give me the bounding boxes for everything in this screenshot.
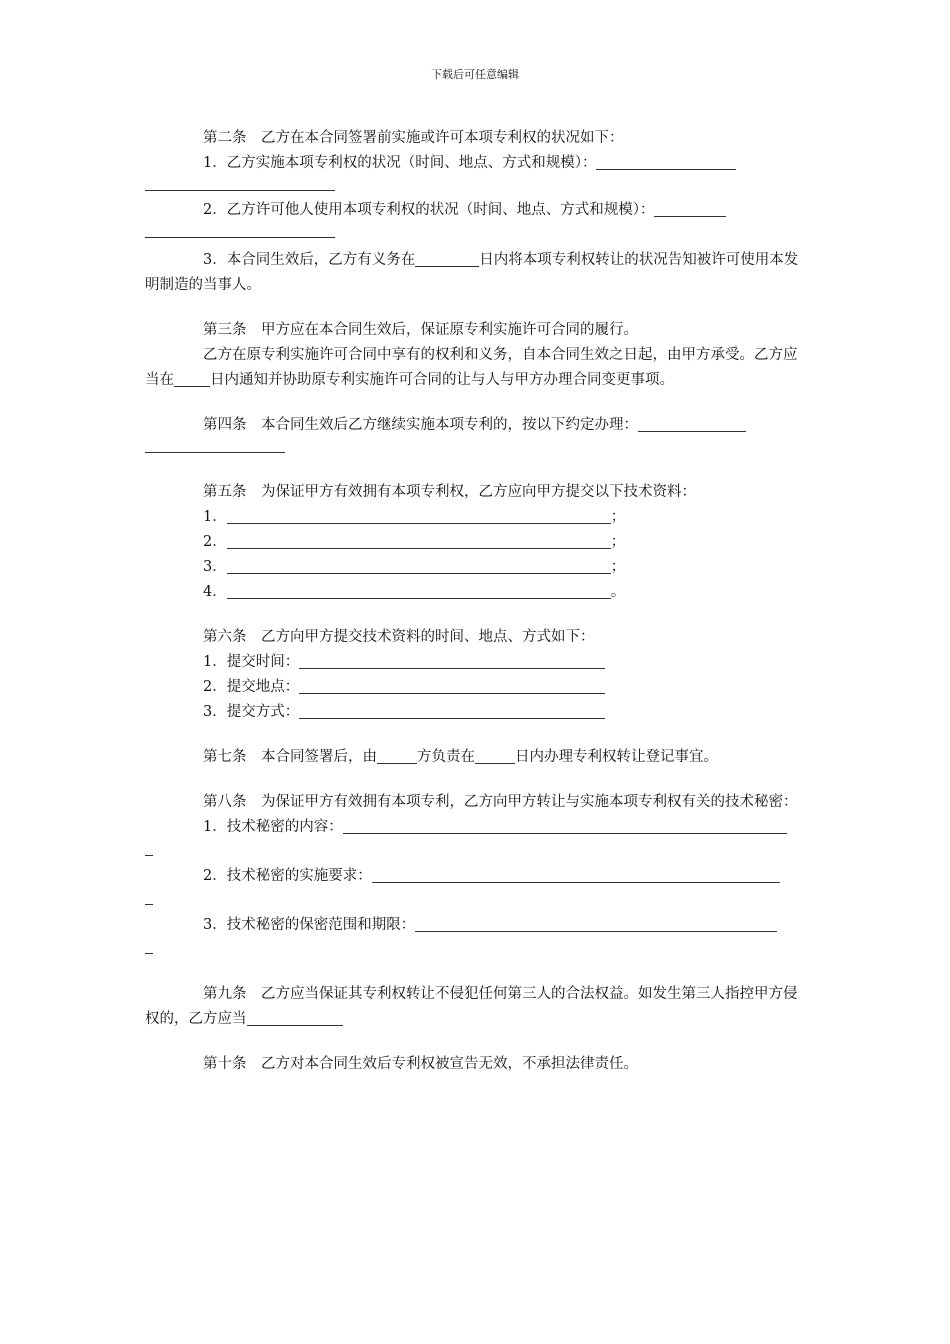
item-end: ； xyxy=(610,534,626,550)
blank-continuation[interactable] xyxy=(145,889,807,913)
article-3-heading xyxy=(145,318,807,343)
item-end: ； xyxy=(610,509,626,525)
article-6-item xyxy=(145,700,807,725)
article-5-item xyxy=(145,530,807,555)
article-8-text: 为保证甲方有效拥有本项专利，乙方向甲方转让与实施本项专利权有关的技术秘密： xyxy=(261,794,798,810)
article-3-paragraph-b: 日内通知并协助原专利实施许可合同的让与人与甲方办理合同变更事项。 xyxy=(210,372,674,388)
article-2-item-3-text-a: 3．本合同生效后，乙方有义务在 xyxy=(203,252,416,268)
article-5-item xyxy=(145,555,807,580)
article-6-heading xyxy=(145,625,807,650)
article-5-text: 为保证甲方有效拥有本项专利权，乙方应向甲方提交以下技术资料： xyxy=(261,484,696,500)
days-blank[interactable] xyxy=(475,746,515,764)
article-4-text: 本合同生效后乙方继续实施本项专利的，按以下约定办理： xyxy=(261,417,638,433)
article-3-paragraph-a: 乙方在原专利实施许可合同中享有的权利和义务，自本合同生效之日起，由甲方承受。乙方应当在 xyxy=(145,347,798,388)
item-number: 3． xyxy=(203,559,227,575)
article-2-item-3-text-b: 日内将本项专利权转让的状况告知被许可使用本发明制造的当事人。 xyxy=(145,252,799,293)
article-8-item xyxy=(145,864,807,889)
blank-field[interactable] xyxy=(247,1008,343,1026)
article-3-text: 甲方应在本合同生效后，保证原专利实施许可合同的履行。 xyxy=(261,322,638,338)
article-9-title: 第九条 xyxy=(203,986,247,1002)
contract-body xyxy=(145,126,807,1077)
article-8-title: 第八条 xyxy=(203,794,247,810)
article-2-text: 乙方在本合同签署前实施或许可本项专利权的状况如下： xyxy=(261,130,624,146)
blank-field[interactable] xyxy=(654,199,726,217)
article-5-heading xyxy=(145,480,807,505)
article-10-text: 乙方对本合同生效后专利权被宣告无效，不承担法律责任。 xyxy=(261,1056,638,1072)
article-2-item-1 xyxy=(145,151,807,176)
article-4-heading xyxy=(145,413,807,438)
days-blank[interactable] xyxy=(174,369,210,387)
days-blank[interactable] xyxy=(415,249,479,267)
blank-continuation[interactable] xyxy=(145,176,807,198)
blank-continuation[interactable] xyxy=(145,938,807,962)
article-10-heading xyxy=(145,1052,807,1077)
blank-continuation[interactable] xyxy=(145,840,807,864)
article-3-title: 第三条 xyxy=(203,322,247,338)
article-2-item-1-label: 1．乙方实施本项专利权的状况（时间、地点、方式和规模）： xyxy=(203,155,597,171)
article-2-item-3 xyxy=(145,248,807,298)
blank-field[interactable] xyxy=(299,676,605,694)
article-3-paragraph xyxy=(145,343,807,393)
page-header: 下载后可任意编辑 xyxy=(431,68,519,81)
article-8-item xyxy=(145,913,807,938)
article-7-text-c: 日内办理专利权转让登记事宜。 xyxy=(515,749,718,765)
item-number: 1． xyxy=(203,509,227,525)
article-6-text: 乙方向甲方提交技术资料的时间、地点、方式如下： xyxy=(261,629,595,645)
item-label: 1．技术秘密的内容： xyxy=(203,819,343,835)
blank-field[interactable] xyxy=(227,581,611,599)
article-7-heading xyxy=(145,745,807,770)
blank-continuation[interactable] xyxy=(145,223,807,245)
article-5-title: 第五条 xyxy=(203,484,247,500)
article-6-title: 第六条 xyxy=(203,629,247,645)
article-9-paragraph xyxy=(145,982,807,1032)
blank-field[interactable] xyxy=(227,556,611,574)
blank-field[interactable] xyxy=(415,914,777,932)
blank-continuation[interactable] xyxy=(145,438,807,460)
party-blank[interactable] xyxy=(377,746,417,764)
article-7-text-b: 方负责在 xyxy=(417,749,475,765)
article-7-text-a: 本合同签署后，由 xyxy=(261,749,377,765)
article-2-title: 第二条 xyxy=(203,130,247,146)
article-4-title: 第四条 xyxy=(203,417,247,433)
article-10-title: 第十条 xyxy=(203,1056,247,1072)
article-5-item xyxy=(145,505,807,530)
item-label: 1．提交时间： xyxy=(203,654,300,670)
article-8-item xyxy=(145,815,807,840)
blank-field[interactable] xyxy=(596,152,736,170)
item-end: 。 xyxy=(610,584,626,600)
blank-field[interactable] xyxy=(299,651,605,669)
blank-field[interactable] xyxy=(372,865,780,883)
blank-field[interactable] xyxy=(343,816,787,834)
item-label: 3．技术秘密的保密范围和期限： xyxy=(203,917,416,933)
item-number: 4． xyxy=(203,584,227,600)
item-label: 3．提交方式： xyxy=(203,704,300,720)
article-8-heading xyxy=(145,790,807,815)
article-7-title: 第七条 xyxy=(203,749,247,765)
item-end: ； xyxy=(610,559,626,575)
blank-field[interactable] xyxy=(227,531,611,549)
article-2-item-2-label: 2．乙方许可他人使用本项专利权的状况（时间、地点、方式和规模）： xyxy=(203,202,655,218)
article-2-item-2 xyxy=(145,198,807,223)
item-number: 2． xyxy=(203,534,227,550)
blank-field[interactable] xyxy=(299,701,605,719)
blank-field[interactable] xyxy=(227,506,611,524)
item-label: 2．技术秘密的实施要求： xyxy=(203,868,372,884)
item-label: 2．提交地点： xyxy=(203,679,300,695)
article-5-item xyxy=(145,580,807,605)
article-9-text: 乙方应当保证其专利权转让不侵犯任何第三人的合法权益。如发生第三人指控甲方侵权的，乙方应当 xyxy=(145,986,798,1027)
article-2-heading xyxy=(145,126,807,151)
article-6-item xyxy=(145,650,807,675)
article-6-item xyxy=(145,675,807,700)
blank-field[interactable] xyxy=(638,414,746,432)
